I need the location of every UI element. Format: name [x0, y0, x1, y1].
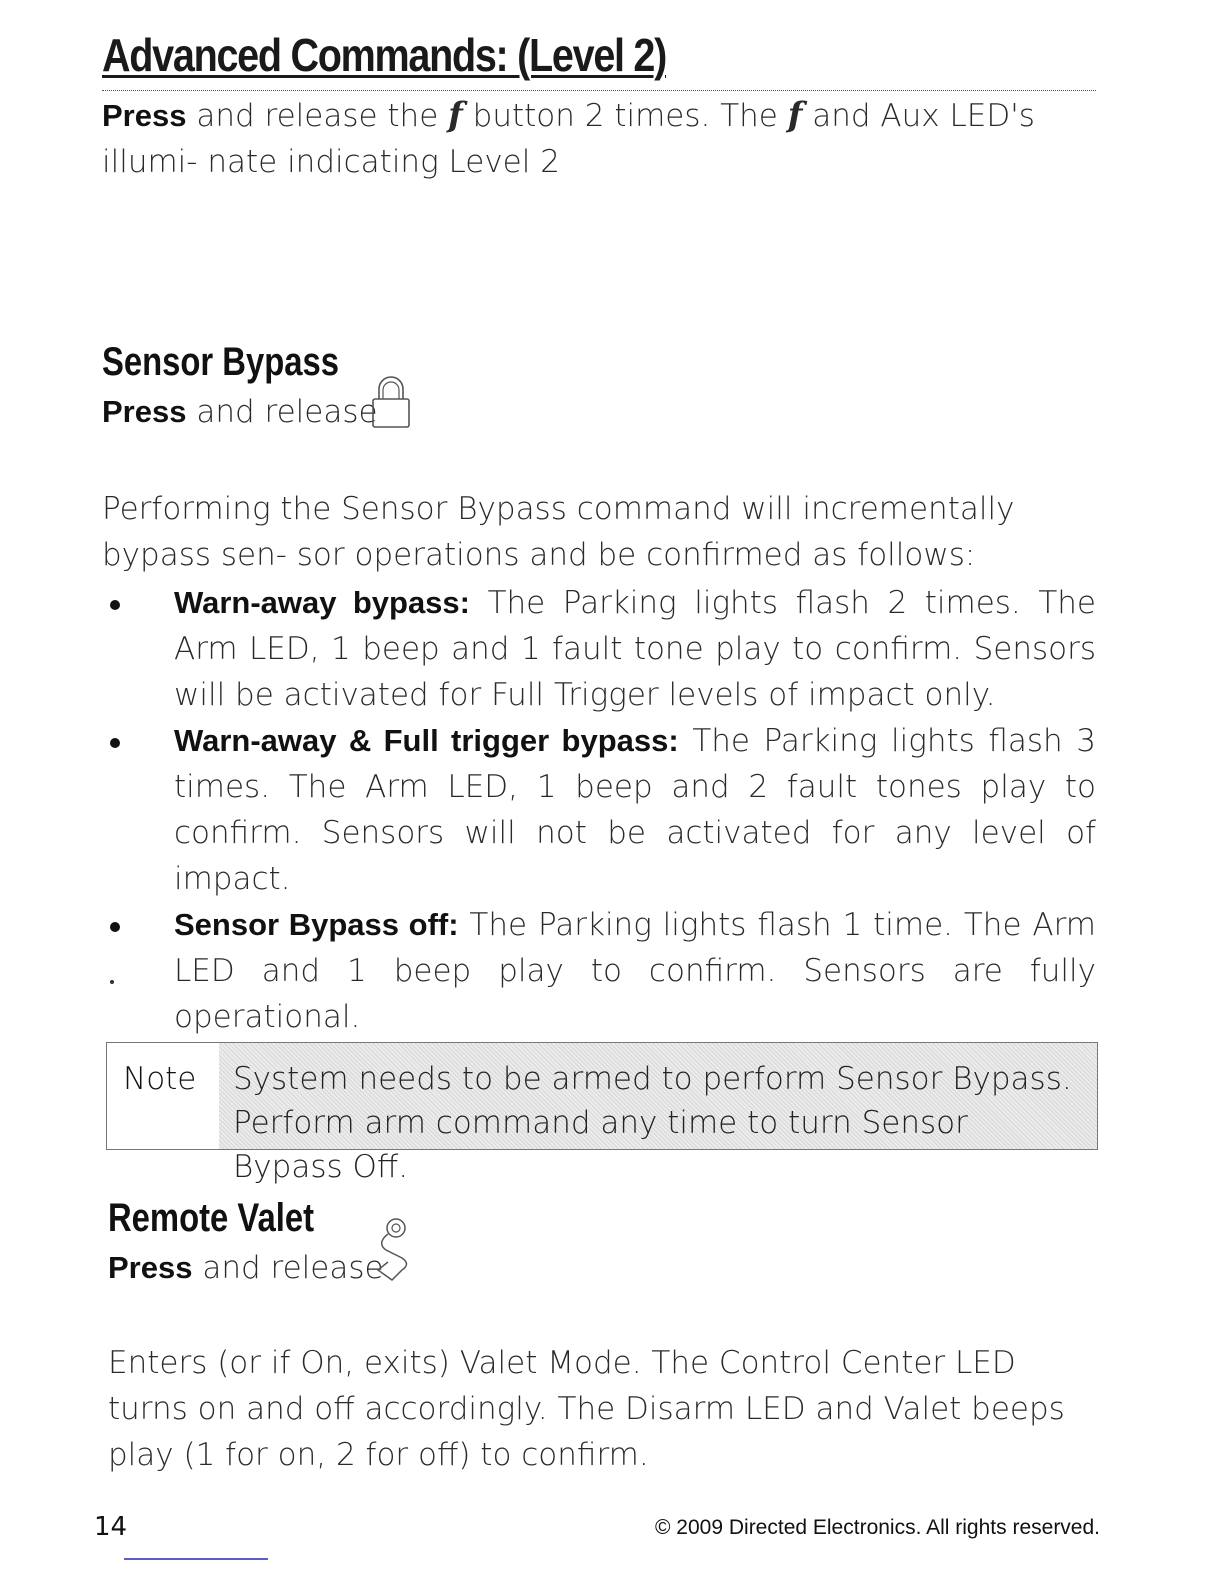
bullet-dot: [110, 738, 120, 748]
bullet-text: The Parking lights flash 1 time. The Arm LED and 1 beep play to confirm. Sensors are fully operational.: [174, 907, 1096, 1035]
intro-lead: Press: [102, 98, 187, 133]
page-heading: [102, 28, 1096, 91]
copyright: © 2009 Directed Electronics. All rights reserved.: [655, 1516, 1100, 1539]
bypass-levels-list: [102, 580, 1096, 1040]
bullet-text: The Parking lights flash 3 times. The Arm LED, 1 beep and 2 fault tones play to confirm. Sensors will not be activated for any level of impact.: [174, 723, 1096, 897]
remote-valet-press: Press: [108, 1250, 193, 1285]
remote-valet-release: and release: [202, 1250, 384, 1286]
sensor-bypass-instruction: [102, 394, 378, 430]
bullet-label: Sensor Bypass off:: [174, 907, 459, 942]
sensor-bypass-release: and release: [196, 394, 378, 430]
list-item: [102, 718, 1096, 902]
padlock-icon: [368, 372, 414, 432]
bullet-label: Warn-away & Full trigger bypass:: [174, 723, 679, 758]
sensor-bypass-press: Press: [102, 394, 187, 429]
intro-part3: and Aux LED's illumi-: [102, 98, 1035, 180]
note-body: [219, 1043, 1097, 1185]
intro-part2: button 2 times. The: [472, 98, 778, 134]
remote-valet-description: Enters (or if On, exits) Valet Mode. The Control Center LED turns on and off accordingly. The Disarm LED and Valet beeps play (1 for on, 2 for off) to confirm.: [108, 1345, 1065, 1473]
bullet-dot: [110, 922, 120, 932]
note-line-2: Perform arm command any time to turn Sensor Bypass Off.: [233, 1105, 968, 1185]
list-item: [102, 902, 1096, 1040]
valet-key-icon: [372, 1214, 418, 1286]
remote-valet-instruction: [108, 1250, 384, 1286]
intro-part4: nate indicating Level 2: [207, 144, 560, 180]
footer-rule: [124, 1558, 268, 1560]
list-item: [102, 580, 1096, 718]
sensor-bypass-heading: Sensor Bypass: [102, 340, 340, 384]
note-line-1: System needs to be armed to perform Sensor Bypass.: [233, 1061, 1072, 1097]
page-heading-text: Advanced Commands: (Level 2): [102, 29, 667, 81]
intro-part1: and release the: [196, 98, 439, 134]
bullet-text: The Parking lights flash 2 times. The Arm LED, 1 beep and 1 fault tone play to confirm. Sensors will be activated for Full Trigger levels of impact only.: [174, 585, 1097, 713]
bullet-dot: [110, 600, 120, 610]
intro-paragraph: [102, 92, 1096, 185]
note-box: [106, 1042, 1098, 1185]
sensor-bypass-description: Performing the Sensor Bypass command will incrementally bypass sen- sor operations and be confirmed as follows:: [102, 491, 1015, 573]
page-number: 14: [94, 1512, 128, 1542]
f-symbol: f: [448, 95, 463, 135]
note-label: Note: [123, 1061, 197, 1097]
stray-dot: [110, 980, 114, 984]
remote-valet-heading: Remote Valet: [108, 1196, 314, 1240]
bullet-label: Warn-away bypass:: [174, 585, 470, 620]
f-symbol-2: f: [787, 95, 803, 135]
